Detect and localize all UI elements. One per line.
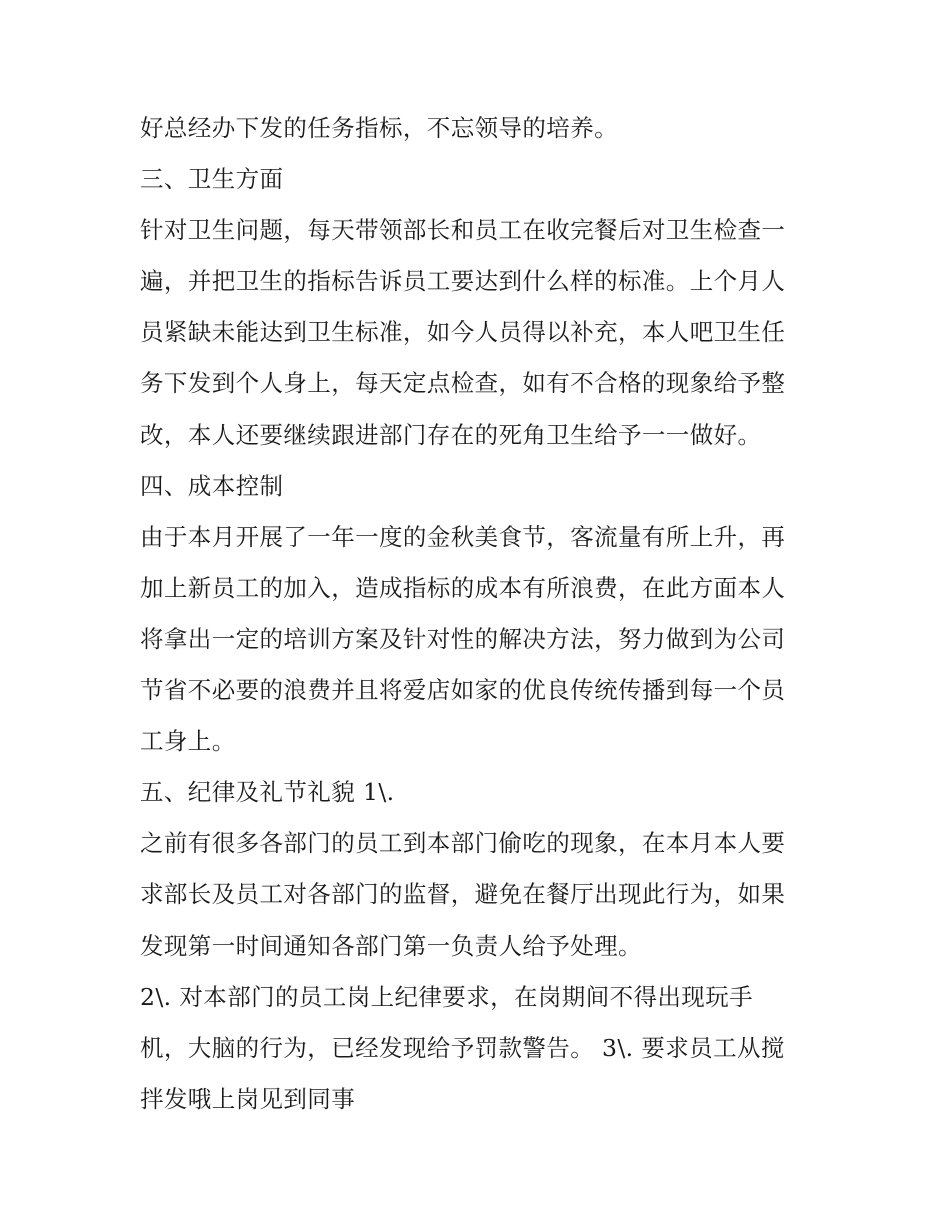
text-line: 机，大脑的行为，已经发现给予罚款警告。 3\. 要求员工从搅: [140, 1033, 785, 1062]
text-line: 改，本人还要继续跟进部门存在的死角卫生给予一一做好。: [140, 420, 762, 449]
text-line: 加上新员工的加入，造成指标的成本有所浪费，在此方面本人: [140, 573, 786, 602]
text-line: 求部长及员工对各部门的监督，避免在餐厅出现此行为，如果: [140, 880, 786, 909]
document-body: [140, 103, 820, 1125]
text-line: 发现第一时间通知各部门第一负责人给予处理。: [140, 931, 642, 960]
text-line: 员紧缺未能达到卫生标准，如今人员得以补充，本人吧卫生任: [140, 318, 786, 347]
text-line: 工身上。: [140, 727, 236, 756]
text-line: 节省不必要的浪费并且将爱店如家的优良传统传播到每一个员: [140, 676, 786, 705]
text-line: 之前有很多各部门的员工到本部门偷吃的现象，在本月本人要: [140, 829, 786, 858]
text-line: 务下发到个人身上，每天定点检查，如有不合格的现象给予整: [140, 369, 786, 398]
text-line: 拌发哦上岗见到同事: [140, 1084, 356, 1113]
text-line: 将拿出一定的培训方案及针对性的解决方法，努力做到为公司: [140, 624, 786, 653]
text-line: 针对卫生问题，每天带领部长和员工在收完餐后对卫生检查一: [140, 216, 786, 245]
section-heading-cost-control: 四、成本控制: [140, 471, 284, 500]
section-heading-hygiene: 三、卫生方面: [140, 165, 284, 194]
text-line: 由于本月开展了一年一度的金秋美食节，客流量有所上升，再: [140, 522, 786, 551]
text-line: 好总经办下发的任务指标，不忘领导的培养。: [140, 114, 618, 142]
section-heading-discipline: 五、纪律及礼节礼貌 1\.: [140, 778, 395, 807]
text-line: 遍，并把卫生的指标告诉员工要达到什么样的标准。上个月人: [140, 267, 786, 296]
text-line: 2\. 对本部门的员工岗上纪律要求，在岗期间不得出现玩手: [140, 982, 754, 1011]
